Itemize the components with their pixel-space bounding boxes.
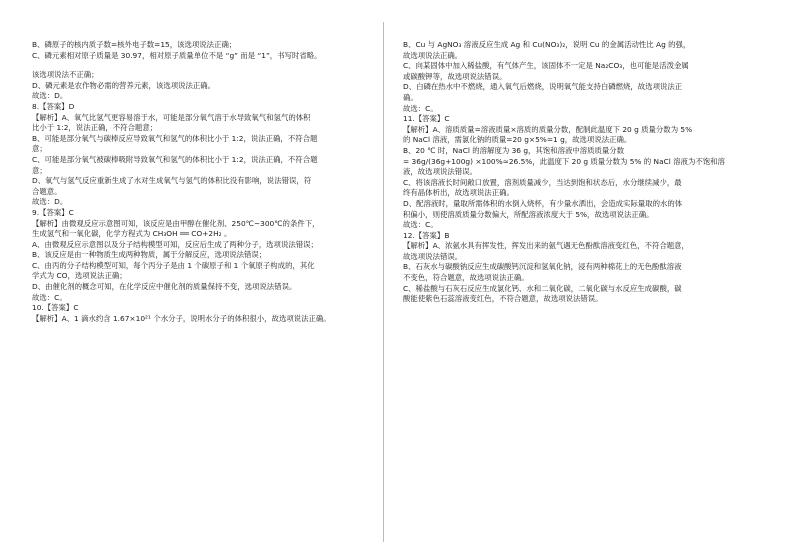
text-line: D、白磷在热水中不燃烧，通入氧气后燃烧，说明氧气能支持白磷燃烧，故选项说法正 <box>403 82 683 92</box>
text-line: D、氧气与氢气反应重新生成了水对生成氧气与氢气的体积比没有影响，说法错误，符 <box>32 176 312 186</box>
text-line: D、由催化剂的概念可知，在化学反应中催化剂的质量保持不变，选项说法错误。 <box>32 282 297 292</box>
text-line: B、磷原子的核内质子数=核外电子数=15，该选项说法正确； <box>32 40 237 49</box>
answer-heading: 11.【答案】C <box>403 114 450 124</box>
text-line: 故选：D。 <box>32 197 68 207</box>
text-line: 确。 <box>403 92 418 102</box>
text-line: 【解析】由微观反应示意图可知，该反应是由甲醇在催化剂、250℃~300℃的条件下， <box>32 218 320 228</box>
text-line: 积偏小，则使溶质质量分数偏大，所配溶液浓度大于 5%，故选项说法正确。 <box>403 209 654 219</box>
text-line: B、Cu 与 AgNO₃ 溶液反应生成 Ag 和 Cu(NO₃)₂，说明 Cu 的金属活动性比 Ag 的强， <box>403 40 691 49</box>
text-line: B、20 ℃ 时，NaCl 的溶解度为 36 g，其饱和溶液中溶质质量分数 <box>403 145 625 155</box>
text-line: C、向某固体中加入稀盐酸，有气体产生，该固体不一定是 Na₂CO₃，也可能是活泼金属 <box>403 61 689 71</box>
answer-heading: 10.【答案】C <box>32 303 79 313</box>
text-line: C、磷元素相对原子质量是 30.97，相对原子质量单位不是 “g” 而是 “1”，书写时省略。 <box>32 50 322 60</box>
text-line: 故选：C。 <box>403 103 438 113</box>
text-line: 【解析】A、1 滴水约含 1.67×10²¹ 个水分子，说明水分子的体积很小，故选项说法正确。 <box>32 313 331 323</box>
text-line: 该选项说法不正确； <box>32 70 99 80</box>
text-line: D、磷元素是农作物必需的营养元素，该选项说法正确。 <box>32 80 216 90</box>
text-line: C、由丙的分子结构模型可知，每个丙分子是由 1 个碳原子和 1 个氧原子构成的，其化 <box>32 260 315 270</box>
text-line: C、稀盐酸与石灰石反应生成氯化钙、水和二氧化碳，二氧化碳与水反应生成碳酸，碳 <box>403 283 682 293</box>
text-line: 【解析】A、溶质质量=溶液质量×溶质的质量分数，配制此温度下 20 g 质量分数为 5% <box>403 124 693 134</box>
text-line: 故选：C。 <box>403 220 438 230</box>
text-line: 终有晶体析出，故选项说法正确。 <box>403 188 514 198</box>
text-line: 故选项说法错误。 <box>403 251 463 261</box>
text-line: 不变色，符合题意，故选项说法正确。 <box>403 273 529 283</box>
text-line: 酸能使紫色石蕊溶液变红色，不符合题意，故选项说法错误。 <box>403 294 603 304</box>
text-line: 【解析】A、氧气比氢气更容易溶于水，可能是部分氧气溶于水导致氧气和氢气的体积 <box>32 112 311 122</box>
text-line: 液，故选项说法错误。 <box>403 167 477 177</box>
text-line: 意； <box>32 165 47 175</box>
text-line: 故选：C。 <box>32 292 67 302</box>
column-divider <box>383 22 384 542</box>
text-line: B、该反应是由一种物质生成两种物质，属于分解反应，选项说法错误； <box>32 250 267 260</box>
text-line: 或碳酸钾等，故选项说法错误。 <box>403 71 507 81</box>
formula-line: = 36g/(36g+100g) ×100%≈26.5%，此温度下 20 g 质量分数为 5% 的 NaCl 溶液为不饱和溶 <box>403 156 725 166</box>
text-line: D、配溶液时，量取所需体积的水倒入烧杯，有少量水洒出，会造成实际量取的水的体 <box>403 198 683 208</box>
text-line: 比小于 1:2，说法正确，不符合题意； <box>32 123 158 133</box>
right-column <box>403 40 741 305</box>
text-line: 学式为 CO，选项说法正确； <box>32 271 127 281</box>
text-line: B、可能是部分氧气与碳棒反应导致氧气和氢气的体积比小于 1:2，说法正确，不符合题 <box>32 133 318 143</box>
text-line: 故选项说法正确。 <box>403 50 463 60</box>
text-line: 合题意。 <box>32 186 62 196</box>
left-column <box>32 40 370 324</box>
text-line: 故选：D。 <box>32 91 68 101</box>
equation-line: 生成氢气和一氧化碳，化学方程式为 CH₃OH ══ CO+2H₂ 。 <box>32 229 232 239</box>
answer-heading: 9.【答案】C <box>32 207 74 217</box>
text-line: 的 NaCl 溶液，需氯化钠的质量=20 g×5%=1 g，故选项说法正确。 <box>403 135 632 145</box>
text-line: 意； <box>32 144 47 154</box>
spacer <box>32 61 370 70</box>
answer-heading: 12.【答案】B <box>403 230 450 240</box>
text-line: C、可能是部分氧气被碳棒吸附导致氧气和氢气的体积比小于 1:2，说法正确，不符合题 <box>32 154 318 164</box>
text-line: A、由微观反应示意图以及分子结构模型可知，反应后生成了两种分子，选项说法错误； <box>32 239 318 249</box>
text-line: C、将该溶液长时间敞口放置，溶剂质量减少，当达到饱和状态后，水分继续减少，最 <box>403 177 682 187</box>
answer-heading: 8.【答案】D <box>32 101 75 111</box>
text-line: 【解析】A、浓氨水具有挥发性，挥发出来的氨气遇无色酚酞溶液变红色，不符合题意， <box>403 241 689 251</box>
text-line: B、石灰水与碳酸钠反应生成碳酸钙沉淀和氢氧化钠，浸有两种棉花上的无色酚酞溶液 <box>403 262 682 272</box>
